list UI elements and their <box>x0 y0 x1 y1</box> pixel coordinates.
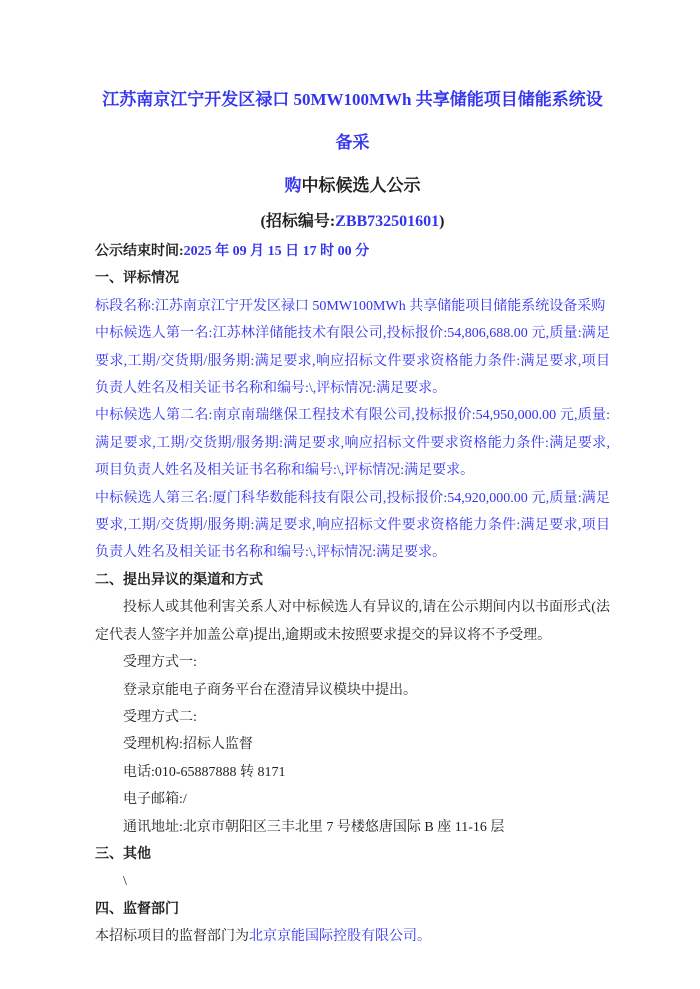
segment-name-line: 标段名称:江苏南京江宁开发区禄口 50MW100MWh 共享储能项目储能系统设备采购 <box>95 298 606 314</box>
title-line-2 <box>95 164 610 207</box>
method2-label: 受理方式二: <box>123 709 197 725</box>
bid-number-line <box>95 207 610 236</box>
bid-number-code: ZBB732501601 <box>335 213 440 230</box>
method1-label: 受理方式一: <box>123 655 197 671</box>
title-line-1 <box>95 78 610 164</box>
objection-intro-paragraph: 投标人或其他利害关系人对中标候选人有异议的,请在公示期间内以书面形式(法定代表人签字并加盖公章)提出,逾期或未按照要求提交的异议将不予受理。 <box>95 600 610 643</box>
phone-line: 电话:010-65887888 转 8171 <box>123 764 286 780</box>
supervision-statement <box>95 923 610 950</box>
document-title <box>95 78 610 207</box>
deadline-label: 公示结束时间: <box>95 244 184 259</box>
agency-line: 受理机构:招标人监督 <box>123 737 253 753</box>
deadline-value: 2025 年 09 月 15 日 17 时 00 分 <box>183 244 370 259</box>
section3-content: \ <box>123 874 127 890</box>
email-line: 电子邮箱:/ <box>123 792 187 808</box>
title-line2-blue-char: 购 <box>284 176 302 195</box>
candidate-2-paragraph: 中标候选人第二名:南京南瑞继保工程技术有限公司,投标报价:54,950,000.00 元,质量:满足要求,工期/交货期/服务期:满足要求,响应招标文件要求资格能力条件:满足要求,项目负责人姓名及相关证书名称和编号:\,评标情况:满足要求。 <box>95 408 610 479</box>
deadline-line <box>95 238 610 265</box>
title-line1-text: 江苏南京江宁开发区禄口 50MW100MWh 共享储能项目储能系统设备采 <box>102 90 603 152</box>
title-line2-text: 中标候选人公示 <box>301 176 421 195</box>
section2-heading: 二、提出异议的渠道和方式 <box>95 572 263 588</box>
supervision-suffix: 。 <box>417 929 431 945</box>
method1-description: 登录京能电子商务平台在澄清异议模块中提出。 <box>123 682 417 698</box>
supervision-prefix: 本招标项目的监督部门为 <box>95 929 249 945</box>
section3-heading: 三、其他 <box>95 846 151 862</box>
bid-number-prefix: (招标编号: <box>260 213 336 230</box>
supervision-org: 北京京能国际控股有限公司 <box>249 929 417 945</box>
bid-number-suffix: ) <box>439 213 445 230</box>
section4-heading: 四、监督部门 <box>95 901 179 917</box>
section1-heading: 一、评标情况 <box>95 271 179 287</box>
address-line: 通讯地址:北京市朝阳区三丰北里 7 号楼悠唐国际 B 座 11-16 层 <box>123 819 505 835</box>
candidate-3-paragraph: 中标候选人第三名:厦门科华数能科技有限公司,投标报价:54,920,000.00 元,质量:满足要求,工期/交货期/服务期:满足要求,响应招标文件要求资格能力条件:满足要求,项目负责人姓名及相关证书名称和编号:\,评标情况:满足要求。 <box>95 490 610 561</box>
candidate-1-paragraph: 中标候选人第一名:江苏林洋储能技术有限公司,投标报价:54,806,688.00 元,质量:满足要求,工期/交货期/服务期:满足要求,响应招标文件要求资格能力条件:满足要求,项目负责人姓名及相关证书名称和编号:\,评标情况:满足要求。 <box>95 326 610 397</box>
